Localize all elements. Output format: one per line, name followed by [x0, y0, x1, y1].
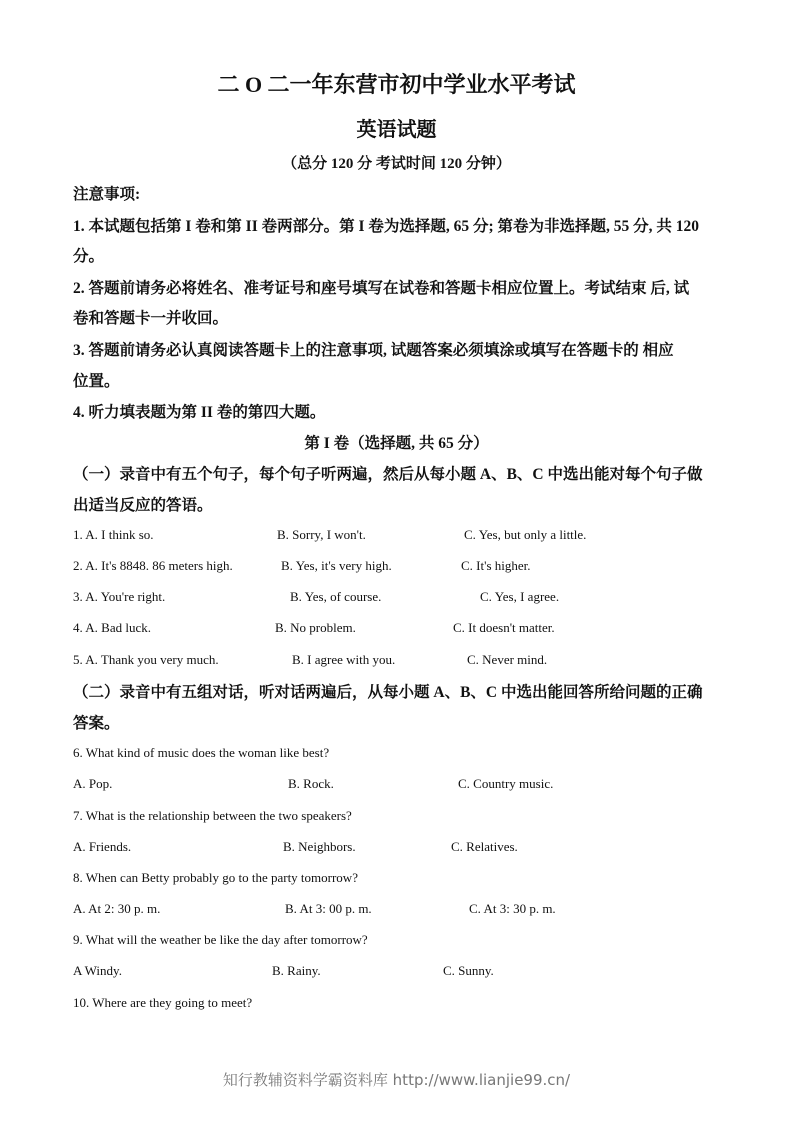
part1-instruction: （一）录音中有五个句子，每个句子听两遍，然后从每小题 A、B、C 中选出能对每个句子做 [73, 466, 703, 483]
notice-line: 卷和答题卡一并收回。 [73, 310, 229, 327]
notice-line: 1. 本试题包括第 I 卷和第 II 卷两部分。第 I 卷为选择题, 65 分; 第卷为非选择题, 55 分, 共 120 [73, 218, 700, 235]
q4-option-c: C. It doesn't matter. [453, 620, 555, 635]
q8-stem: 8. When can Betty probably go to the party tomorrow? [73, 870, 358, 885]
q10-stem: 10. Where are they going to meet? [73, 995, 253, 1010]
q6-option-a: A. Pop. [73, 776, 113, 791]
q4-option-b: B. No problem. [275, 620, 356, 635]
q1-option-b: B. Sorry, I won't. [277, 527, 366, 542]
notice-line: 4. 听力填表题为第 II 卷的第四大题。 [73, 404, 326, 421]
q7-option-a: A. Friends. [73, 839, 132, 854]
q4-option-a: 4. A. Bad luck. [73, 620, 151, 635]
q5-option-b: B. I agree with you. [292, 652, 396, 667]
part2-instruction: （二）录音中有五组对话，听对话两遍后，从每小题 A、B、C 中选出能回答所给问题的正确 [73, 684, 703, 701]
q3-option-c: C. Yes, I agree. [480, 589, 560, 604]
part2-instruction: 答案。 [73, 715, 120, 732]
exam-subtitle: 英语试题 [356, 119, 437, 141]
q1-option-c: C. Yes, but only a little. [464, 527, 587, 542]
q9-option-b: B. Rainy. [272, 963, 321, 978]
q9-stem: 9. What will the weather be like the day after tomorrow? [73, 932, 368, 947]
q5-option-c: C. Never mind. [467, 652, 548, 667]
notice-line: 3. 答题前请务必认真阅读答题卡上的注意事项, 试题答案必须填涂或填写在答题卡的 相应 [73, 342, 674, 359]
q6-option-c: C. Country music. [458, 776, 554, 791]
q8-option-b: B. At 3: 00 p. m. [285, 901, 372, 916]
part1-instruction: 出适当反应的答语。 [73, 497, 213, 514]
q9-option-a: A Windy. [73, 963, 122, 978]
q1-option-a: 1. A. I think so. [73, 527, 154, 542]
notice-line: 位置。 [73, 373, 120, 390]
q2-option-a: 2. A. It's 8848. 86 meters high. [73, 558, 233, 573]
exam-title: 二 O 二一年东营市初中学业水平考试 [217, 72, 576, 97]
q7-stem: 7. What is the relationship between the two speakers? [73, 808, 352, 823]
footer-watermark: 知行教辅资料学霸资料库 http://www.lianjie99.cn/ [222, 1071, 571, 1089]
notice-line: 分。 [73, 248, 105, 265]
section-title: 第 I 卷（选择题, 共 65 分） [304, 435, 489, 452]
q2-option-b: B. Yes, it's very high. [281, 558, 392, 573]
q6-stem: 6. What kind of music does the woman like best? [73, 745, 330, 760]
q7-option-b: B. Neighbors. [283, 839, 356, 854]
q6-option-b: B. Rock. [288, 776, 334, 791]
q3-option-b: B. Yes, of course. [290, 589, 382, 604]
q2-option-c: C. It's higher. [461, 558, 531, 573]
q7-option-c: C. Relatives. [451, 839, 518, 854]
q3-option-a: 3. A. You're right. [73, 589, 166, 604]
score-info: （总分 120 分 考试时间 120 分钟） [282, 156, 511, 172]
q8-option-c: C. At 3: 30 p. m. [469, 901, 556, 916]
notice-heading: 注意事项: [73, 186, 141, 203]
q5-option-a: 5. A. Thank you very much. [73, 652, 219, 667]
notice-line: 2. 答题前请务必将姓名、准考证号和座号填写在试卷和答题卡相应位置上。考试结束 后, 试 [73, 280, 690, 297]
q9-option-c: C. Sunny. [443, 963, 494, 978]
q8-option-a: A. At 2: 30 p. m. [73, 901, 161, 916]
